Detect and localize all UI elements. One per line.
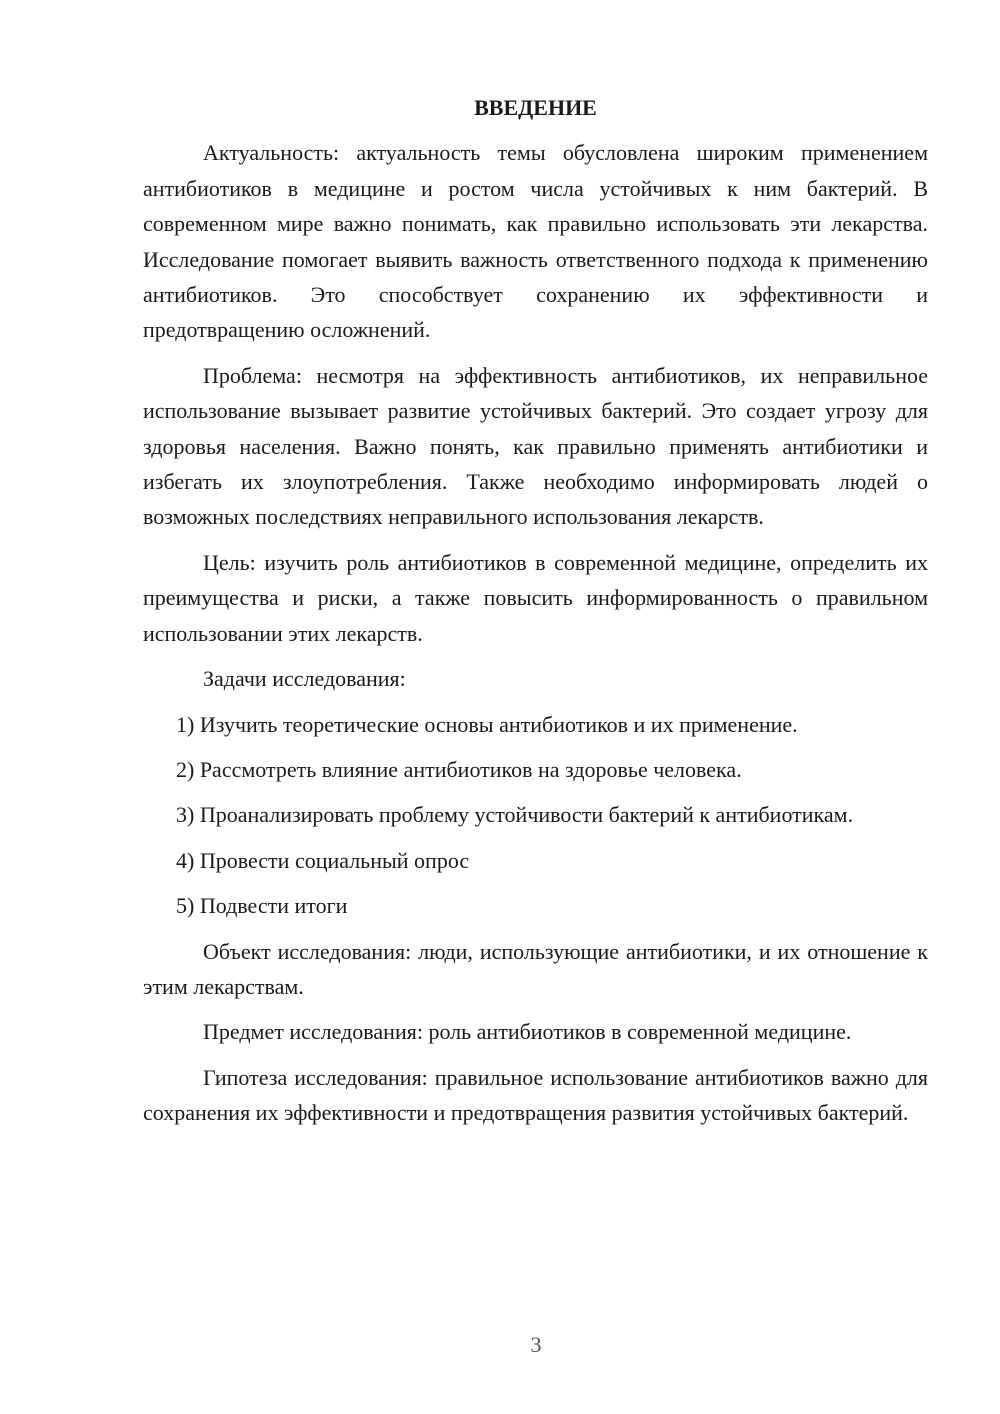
page-title [143,90,928,125]
task-item-2: 2) Рассмотреть влияние антибиотиков на здоровье человека. [176,756,742,782]
problem-paragraph: Проблема: несмотря на эффективность антибиотиков, их неправильное использование вызывает развитие устойчивых бактерий. Это создает угрозу для здоровья населения. Важно понять, как правильно применять антибиотики и избегать их злоупотребления. Также необходимо информировать людей о возможных последствиях неправильного использования лекарств. [143,362,928,530]
task-item-3: 3) Проанализировать проблему устойчивости бактерий к антибиотикам. [176,802,854,828]
subject-paragraph: Предмет исследования: роль антибиотиков в современной медицине. [203,1019,852,1045]
page-title-text: ВВЕДЕНИЕ [474,95,597,120]
object-paragraph: Объект исследования: люди, использующие антибиотики, и их отношение к этим лекарствам. [143,938,928,999]
tasks-heading: Задачи исследования: [203,666,406,692]
task-item-4: 4) Провести социальный опрос [176,847,470,873]
relevance-paragraph: Актуальность: актуальность темы обусловлена широким применением антибиотиков в медицине и ростом числа устойчивых к ним бактерий. В современном мире важно понимать, как правильно использовать эти лекарства. Исследование помогает выявить важность ответственного подхода к применению антибиотиков. Это способствует сохранению их эффективности и предотвращению осложнений. [143,140,928,343]
task-item-5: 5) Подвести итоги [176,893,348,919]
document-page [143,90,928,1141]
task-item-1: 1) Изучить теоретические основы антибиотиков и их применение. [176,711,798,737]
goal-paragraph: Цель: изучить роль антибиотиков в современной медицине, определить их преимущества и риски, а также повысить информированность о правильном использовании этих лекарств. [143,549,928,646]
hypothesis-paragraph: Гипотеза исследования: правильное использование антибиотиков важно для сохранения их эффективности и предотвращения развития устойчивых бактерий. [143,1064,928,1126]
page-number: 3 [530,1332,542,1357]
